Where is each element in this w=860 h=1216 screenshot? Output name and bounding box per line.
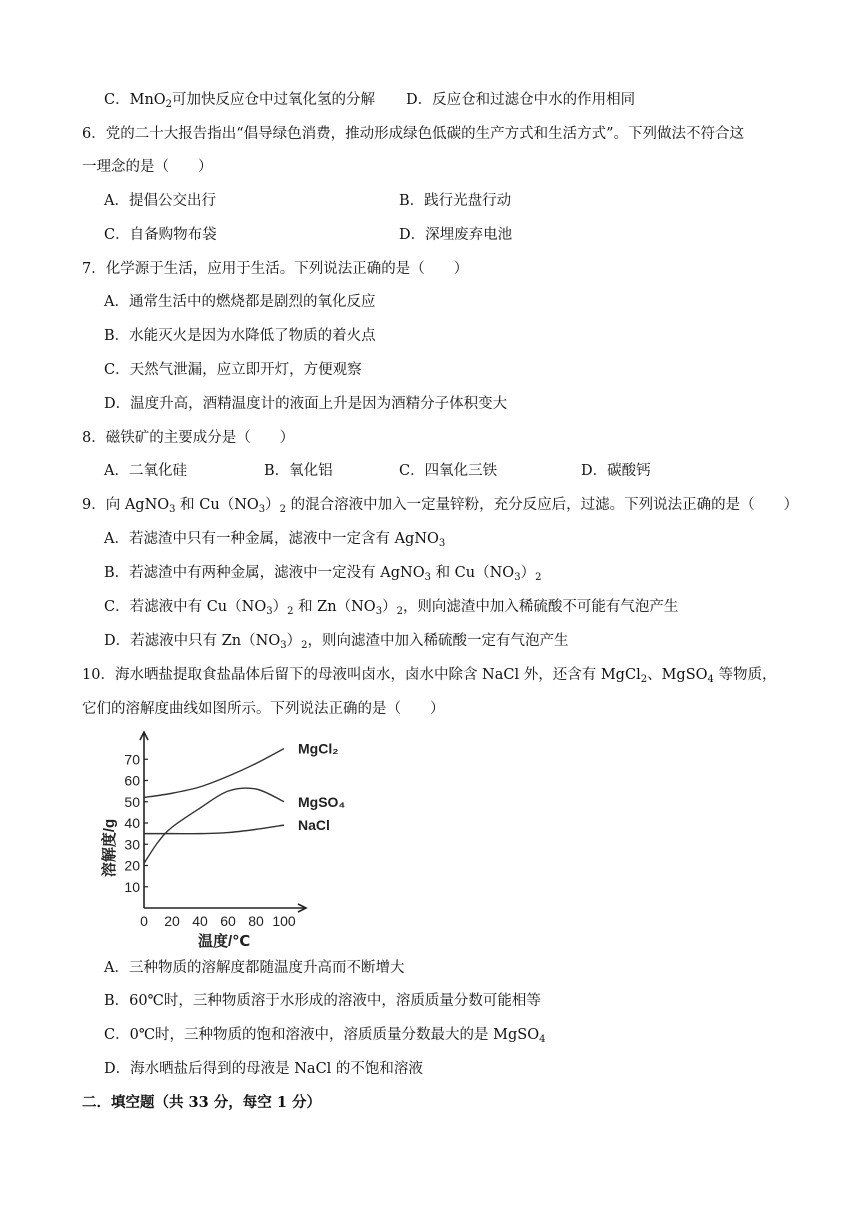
text: 可加快反应仓中过氧化氢的分解 [172,92,376,108]
x-tick-label: 60 [220,913,236,929]
y-tick-label: 20 [124,857,140,874]
q7-option-a: A．通常生活中的燃烧都是剧烈的氧化反应 [104,294,376,310]
y-tick-label: 40 [124,815,140,831]
x-tick-label: 20 [164,913,180,929]
q8-stem: 8．磁铁矿的主要成分是（ ） [82,430,295,446]
subscript: 2 [287,606,294,617]
q8-option-a: A．二氧化硅 [104,463,187,479]
text: C．MnO [104,92,166,108]
subscript: 2 [301,640,308,651]
series-line-mgcl [144,749,284,798]
chart-axes [140,732,306,912]
x-tick-label: 80 [248,913,264,929]
subscript: 3 [280,640,287,651]
series-label-mgso: MgSO₄ [298,793,346,810]
q10-option-a: A．三种物质的溶解度都随温度升高而不断增大 [104,960,405,976]
text: D．若滤液中只有 Zn（NO [104,633,281,649]
x-tick-label: 100 [272,913,296,929]
q10-stem [82,665,777,685]
x-axis-label: 温度/℃ [198,933,251,948]
q8-option-d: D．碳酸钙 [581,463,651,479]
subscript: 4 [539,1034,546,1045]
q6-option-b: B．践行光盘行动 [399,193,512,209]
y-tick-label: 30 [124,836,140,853]
q6-option-d: D．深埋废弃电池 [399,227,513,243]
q9-option-d [104,631,568,651]
q7-option-d: D．温度升高，酒精温度计的液面上升是因为酒精分子体积变大 [104,396,508,412]
y-tick-label: 10 [124,878,140,895]
q6-stem-cont: 一理念的是（ ） [82,159,213,175]
text: 的混合溶液中加入一定量锌粉，充分反应后，过滤。下列说法正确的是（ ） [286,497,799,513]
q9-option-c [104,597,678,617]
text: 等物质， [713,667,777,683]
text: ，则向滤渣中加入稀硫酸一定有气泡产生 [307,633,569,649]
subscript: 2 [396,606,403,617]
text: A．若滤渣中只有一种金属，滤液中一定含有 AgNO [104,531,439,547]
q6-option-c: C．自备购物布袋 [104,227,217,243]
text: 和 Cu（NO [175,497,259,513]
text: 、MgSO [647,667,708,683]
subscript: 2 [535,572,542,583]
q7-option-c: C．天然气泄漏，应立即开灯，方便观察 [104,362,362,378]
text: B．若滤渣中有两种金属，滤液中一定没有 AgNO [104,565,425,581]
subscript: 3 [258,504,266,515]
text: ） [265,497,280,513]
text: 10．海水晒盐提取食盐晶体后留下的母液叫卤水，卤水中除含 NaCl 外，还含有 MgCl [82,667,641,683]
x-tick-label: 0 [140,913,148,929]
text: ） [286,633,302,649]
x-tick-label: 40 [192,913,208,929]
series-line-nacl [144,825,284,834]
q5-option-c [104,90,375,110]
text: C．若滤液中有 Cu（NO [104,599,267,615]
solubility-chart [96,728,356,948]
text: 9．向 AgNO [82,497,170,513]
subscript: 3 [169,504,176,515]
text: C．0℃时，三种物质的饱和溶液中，溶质质量分数最大的是 MgSO [104,1027,540,1043]
q7-option-b: B．水能灭火是因为水降低了物质的着火点 [104,328,376,344]
series-line-mgso [144,788,284,863]
q9-option-b [104,563,541,583]
y-axis-label: 溶解度/g [101,818,118,878]
text: 和 Cu（NO [430,565,515,581]
subscript: 2 [279,504,287,515]
q10-option-c [104,1025,545,1045]
y-tick-label: 60 [124,772,140,789]
text: ） [272,599,288,615]
subscript: 3 [266,606,273,617]
q10-option-d: D．海水晒盐后得到的母液是 NaCl 的不饱和溶液 [104,1061,423,1077]
subscript: 3 [514,572,521,583]
q9-stem [82,495,798,515]
subscript: 3 [438,538,446,549]
q10-option-b: B．60℃时，三种物质溶于水形成的溶液中，溶质质量分数可能相等 [104,993,541,1009]
y-tick-label: 50 [124,793,140,810]
text: ） [382,599,397,615]
y-tick-label: 70 [124,751,140,768]
chart-series [144,741,345,864]
q8-option-b: B．氧化铝 [264,463,333,479]
subscript: 3 [424,572,431,583]
q8-option-c: C．四氧化三铁 [399,463,498,479]
section-heading: 二．填空题（共 33 分，每空 1 分） [82,1094,321,1111]
subscript: 3 [375,606,383,617]
q6-option-a: A．提倡公交出行 [104,193,216,209]
series-label-mgcl: MgCl₂ [298,740,339,757]
subscript: 4 [707,674,714,685]
text: ） [520,565,536,581]
q10-stem-cont: 它们的溶解度曲线如图所示。下列说法正确的是（ ） [82,701,445,717]
text: ，则向滤渣中加入稀硫酸不可能有气泡产生 [402,599,679,615]
subscript: 2 [165,99,173,110]
x-tick-labels [140,913,296,929]
q9-option-a [104,529,445,549]
series-label-nacl: NaCl [298,817,330,834]
q5-option-d: D．反应仓和过滤仓中水的作用相同 [406,92,636,108]
text: 和 Zn（NO [293,599,376,615]
q6-stem: 6．党的二十大报告指出“倡导绿色消费，推动形成绿色低碳的生产方式和生活方式”。下列做法不符合这 [82,126,745,142]
q7-stem: 7．化学源于生活，应用于生活。下列说法正确的是（ ） [82,261,469,277]
subscript: 2 [640,674,648,685]
